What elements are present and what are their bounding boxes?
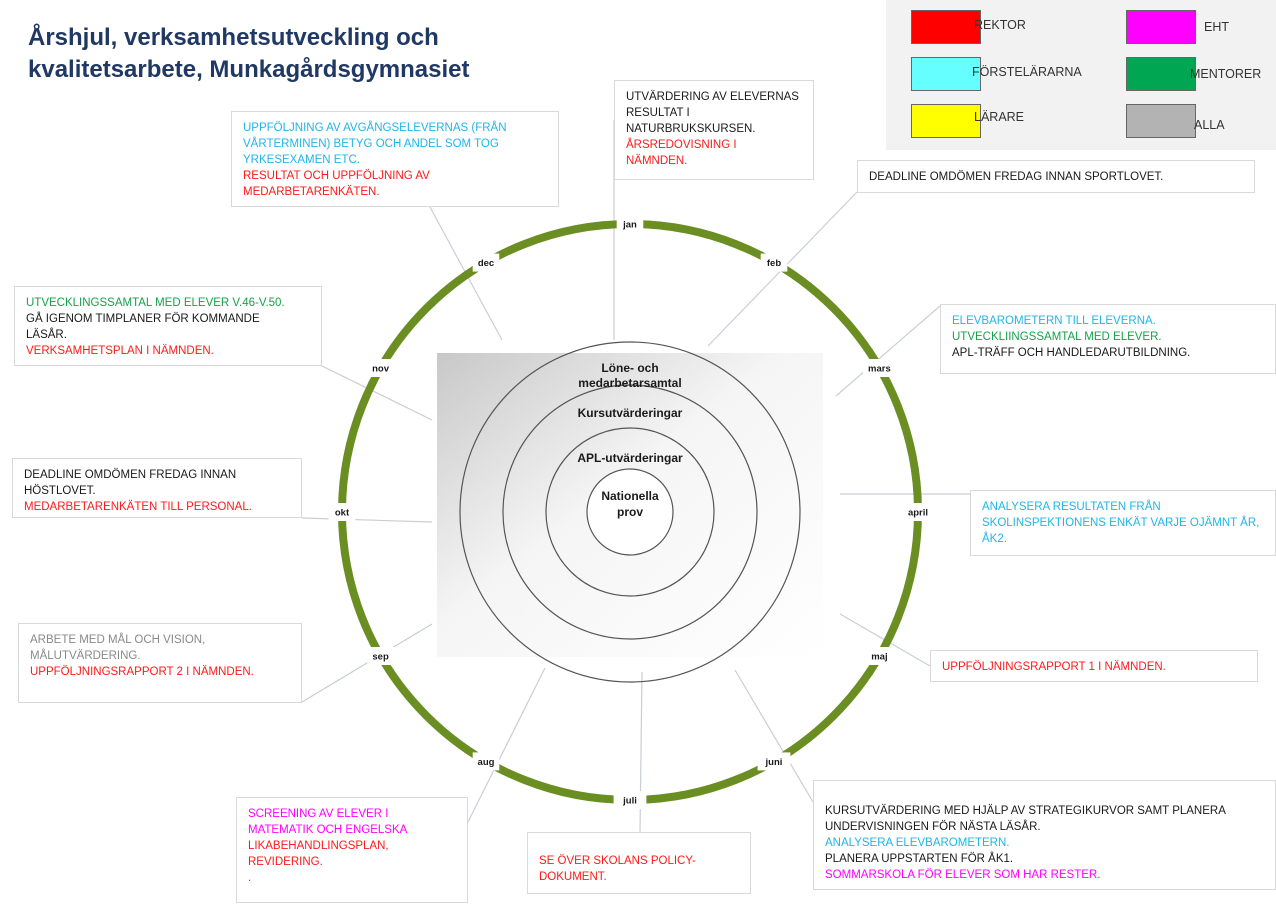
box-sep [18, 623, 302, 703]
box-line: HÖSTLOVET. [24, 485, 96, 497]
box-line: MEDARBETARENKÄTEN. [243, 186, 380, 198]
box-line: PLANERA UPPSTARTEN FÖR ÅK1. [825, 853, 1014, 865]
month-label-aug: aug [477, 756, 495, 768]
box-line: MEDARBETARENKÄTEN TILL PERSONAL. [24, 501, 252, 513]
legend-label-rektor: REKTOR [974, 18, 1026, 32]
box-line: ANALYSERA ELEVBAROMETERN. [825, 837, 1010, 849]
box-line: DEADLINE OMDÖMEN FREDAG INNAN [24, 469, 237, 481]
box-line: RESULTAT OCH UPPFÖLJNING AV [243, 170, 430, 182]
month-label-mars: mars [868, 363, 891, 375]
month-label-april: april [907, 507, 929, 519]
box-line: UTVECKLINGSSAMTAL MED ELEVER V.46-V.50. [26, 297, 285, 309]
legend-label-forstelararna: FÖRSTELÄRARNA [972, 65, 1082, 79]
box-line: KURSUTVÄRDERING MED HJÄLP AV STRATEGIKURVOR SAMT PLANERA [825, 805, 1226, 817]
box-line: . [248, 872, 252, 884]
box-line: LIKABEHANDLINGSPLAN, [248, 840, 389, 852]
box-nov [14, 286, 322, 366]
box-line: SKOLINSPEKTIONENS ENKÄT VARJE OJÄMNT ÅR, [982, 517, 1260, 529]
month-label-juli: juli [623, 795, 637, 807]
ring-label-third: APL-utvärderingar [577, 451, 683, 465]
box-maj [930, 650, 1258, 682]
box-line: GÅ IGENOM TIMPLANER FÖR KOMMANDE [26, 313, 260, 325]
box-line: SCREENING AV ELEVER I [248, 808, 389, 820]
box-line: UPPFÖLJNING AV AVGÅNGSELEVERNAS (FRÅN [243, 122, 507, 134]
box-line: NÄMNDEN. [626, 155, 688, 167]
box-line: NATURBRUKSKURSEN. [626, 123, 756, 135]
box-line: YRKESEXAMEN ETC. [243, 154, 360, 166]
box-line: UTVÄRDERING AV ELEVERNAS [626, 91, 799, 103]
box-line: MATEMATIK OCH ENGELSKA [248, 824, 408, 836]
box-line: DOKUMENT. [539, 871, 607, 883]
box-line: ELEVBAROMETERN TILL ELEVERNA. [952, 315, 1156, 327]
box-line: VERKSAMHETSPLAN I NÄMNDEN. [26, 345, 214, 357]
box-juni [813, 780, 1276, 890]
month-label-maj: maj [871, 651, 888, 663]
legend-label-eht: EHT [1204, 20, 1229, 34]
ring-label-outer-2: medarbetarsamtal [578, 376, 682, 390]
legend-label-larare: LÄRARE [974, 110, 1025, 124]
title-line-2: kvalitetsarbete, Munkagårdsgymnasiet [28, 56, 470, 83]
month-label-okt: okt [334, 507, 350, 519]
box-line: UTVECKLIINGSSAMTAL MED ELEVER. [952, 331, 1162, 343]
box-line: APL-TRÄFF OCH HANDLEDARUTBILDNING. [952, 347, 1191, 359]
month-label-jan: jan [623, 219, 637, 231]
box-line: ARBETE MED MÅL OCH VISION, [30, 634, 206, 646]
ring-label-center-2: prov [616, 505, 644, 519]
month-label-nov: nov [372, 363, 390, 375]
month-label-feb: feb [766, 258, 782, 270]
box-line: ÅK2. [982, 533, 1007, 545]
month-label-dec: dec [477, 258, 495, 270]
box-line: MÅLUTVÄRDERING. [30, 650, 141, 662]
connector-line [735, 670, 813, 802]
box-line: ÅRSREDOVISNING I [626, 139, 737, 151]
box-okt [12, 458, 302, 518]
box-aug [236, 797, 468, 903]
box-line: UNDERVISNINGEN FÖR NÄSTA LÄSÅR. [825, 821, 1041, 833]
title-line-1: Årshjul, verksamhetsutveckling och [28, 24, 439, 51]
box-line: REVIDERING. [248, 856, 323, 868]
box-mars [940, 304, 1276, 374]
box-line: SOMMARSKOLA FÖR ELEVER SOM HAR RESTER. [825, 869, 1101, 881]
ring-label-outer-1: Löne- och [601, 361, 659, 375]
box-line: VÅRTERMINEN) BETYG OCH ANDEL SOM TOG [243, 138, 499, 150]
ring-label-second: Kursutvärderingar [577, 406, 683, 420]
box-dec [231, 111, 559, 207]
box-line: RESULTAT I [626, 107, 690, 119]
ring-label-center-1: Nationella [601, 489, 659, 503]
box-line: DEADLINE OMDÖMEN FREDAG INNAN SPORTLOVET. [869, 171, 1164, 183]
month-label-sep: sep [372, 651, 389, 663]
box-line: ANALYSERA RESULTATEN FRÅN [982, 501, 1161, 513]
box-april [970, 490, 1276, 556]
legend-label-alla: ALLA [1194, 118, 1225, 132]
box-line: LÄSÅR. [26, 329, 67, 341]
month-label-juni: juni [765, 756, 783, 768]
box-line: SE ÖVER SKOLANS POLICY- [539, 855, 696, 867]
box-juli [527, 832, 751, 894]
connector-line [302, 518, 432, 522]
box-line: UPPFÖLJNINGSRAPPORT 2 I NÄMNDEN. [30, 666, 254, 678]
legend-label-mentorer: MENTORER [1190, 67, 1262, 81]
box-feb [857, 160, 1255, 193]
box-line: UPPFÖLJNINGSRAPPORT 1 I NÄMNDEN. [942, 661, 1166, 673]
connector-line [468, 668, 545, 822]
box-jan [614, 80, 814, 180]
